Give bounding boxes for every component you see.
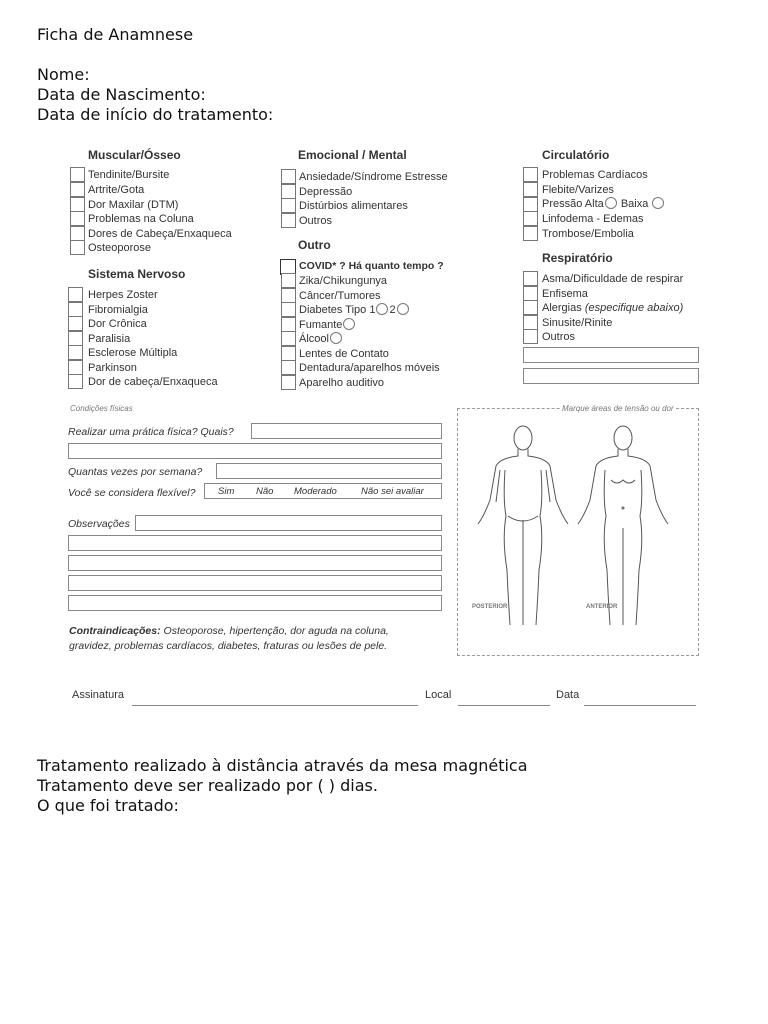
checkbox[interactable] (523, 197, 538, 212)
nervoso-item: Fibromialgia (88, 304, 148, 316)
checkbox[interactable] (523, 211, 538, 226)
flexivel-option[interactable]: Sim (218, 486, 235, 497)
checkbox[interactable] (281, 317, 296, 332)
tratamento-line: Tratamento realizado à distância através da mesa magnética (37, 756, 528, 775)
checkbox[interactable] (70, 197, 85, 212)
assinatura-label: Assinatura (72, 689, 124, 701)
posterior-label: POSTERIOR (472, 604, 508, 610)
outro-item: Zika/Chikungunya (299, 275, 388, 287)
observacoes-field[interactable] (68, 575, 442, 591)
emocional-item: Ansiedade/Síndrome Estresse (299, 171, 448, 183)
nervoso-item: Herpes Zoster (88, 289, 158, 301)
pressao-row (542, 197, 665, 211)
muscular-item: Osteoporose (88, 242, 151, 254)
data-line[interactable] (584, 705, 696, 706)
checkbox[interactable] (70, 182, 85, 197)
flexivel-option[interactable]: Moderado (294, 486, 337, 497)
checkbox[interactable] (68, 316, 83, 331)
nervoso-item: Parkinson (88, 362, 137, 374)
checkbox[interactable] (523, 315, 538, 330)
flexivel-option[interactable]: Não (256, 486, 274, 497)
checkbox[interactable] (68, 374, 83, 389)
outro-item: Dentadura/aparelhos móveis (299, 362, 440, 374)
respiratorio-item: Alergias (542, 302, 582, 314)
observacoes-field[interactable] (135, 515, 442, 531)
radio-circle[interactable] (397, 303, 409, 315)
muscular-item: Dores de Cabeça/Enxaqueca (88, 228, 232, 240)
dias-line: Tratamento deve ser realizado por ( ) dias. (37, 776, 378, 795)
circulatorio-title: Circulatório (542, 148, 610, 162)
radio-circle[interactable] (330, 332, 342, 344)
inicio-label: Data de início do tratamento: (37, 105, 274, 124)
contraindicacoes-line-2: gravidez, problemas cardíacos, diabetes, fraturas ou lesões de pele. (69, 640, 388, 652)
checkbox[interactable] (68, 331, 83, 346)
muscular-item: Problemas na Coluna (88, 213, 194, 225)
assinatura-line[interactable] (132, 705, 418, 706)
flexivel-option[interactable]: Não sei avaliar (361, 486, 424, 497)
checkbox[interactable] (281, 302, 296, 317)
checkbox[interactable] (281, 169, 296, 184)
respiratorio-field[interactable] (523, 368, 699, 384)
checkbox[interactable] (70, 226, 85, 241)
observacoes-field[interactable] (68, 595, 442, 611)
emocional-item: Depressão (299, 186, 353, 198)
circulatorio-item: Pressão Alta (542, 198, 604, 210)
fumante-row (299, 318, 356, 332)
respiratorio-title: Respiratório (542, 251, 613, 265)
checkbox[interactable] (68, 360, 83, 375)
condicoes-title: Condições físicas (70, 404, 133, 413)
alergias-row (542, 301, 683, 315)
checkbox[interactable] (68, 345, 83, 360)
contraindicacoes-label: Contraindicações: (69, 625, 161, 637)
respiratorio-field[interactable] (523, 347, 699, 363)
diabetes-type-2: 2 (389, 304, 396, 316)
nascimento-label: Data de Nascimento: (37, 85, 206, 104)
radio-circle[interactable] (605, 197, 617, 209)
checkbox[interactable] (523, 300, 538, 315)
body-diagram-title: Marque áreas de tensão ou dor (562, 404, 674, 413)
radio-circle[interactable] (376, 303, 388, 315)
local-line[interactable] (458, 705, 550, 706)
flexivel-label: Você se considera flexível? (68, 487, 196, 499)
radio-circle[interactable] (343, 318, 355, 330)
outro-item: Lentes de Contato (299, 348, 389, 360)
respiratorio-item: Outros (542, 331, 576, 343)
contraindicacoes-line-1 (69, 625, 389, 637)
diabetes-row (299, 303, 410, 317)
checkbox[interactable] (281, 213, 296, 228)
outro-item: Fumante (299, 319, 343, 331)
checkbox[interactable] (70, 211, 85, 226)
outro-item: Álcool (299, 333, 329, 345)
vezes-field[interactable] (216, 463, 442, 479)
checkbox[interactable] (523, 329, 538, 344)
respiratorio-item: Asma/Dificuldade de respirar (542, 273, 684, 285)
checkbox[interactable] (281, 184, 296, 199)
emocional-item: Distúrbios alimentares (299, 200, 408, 212)
circulatorio-item: Flebite/Varizes (542, 184, 614, 196)
local-label: Local (425, 689, 452, 701)
nervoso-item: Esclerose Múltipla (88, 347, 178, 359)
checkbox[interactable] (281, 360, 296, 375)
checkbox[interactable] (281, 288, 296, 303)
covid-label: COVID* ? Há quanto tempo ? (299, 260, 444, 272)
checkbox[interactable] (281, 375, 296, 390)
pratica-field[interactable] (251, 423, 442, 439)
checkbox[interactable] (68, 287, 83, 302)
checkbox[interactable] (68, 302, 83, 317)
pratica-label: Realizar uma prática física? Quais? (68, 426, 234, 438)
emocional-item: Outros (299, 215, 333, 227)
checkbox[interactable] (281, 273, 296, 288)
circulatorio-item: Problemas Cardíacos (542, 169, 648, 181)
circulatorio-item: Linfodema - Edemas (542, 213, 644, 225)
nervoso-item: Dor Crônica (88, 318, 147, 330)
checkbox[interactable] (281, 198, 296, 213)
checkbox[interactable] (523, 182, 538, 197)
checkbox[interactable] (281, 346, 296, 361)
anterior-label: ANTERIOR (586, 604, 618, 610)
tratado-line: O que foi tratado: (37, 796, 179, 815)
nome-label: Nome: (37, 65, 90, 84)
footer-block (37, 756, 528, 816)
baixa-label: Baixa (620, 198, 649, 210)
circulatorio-item: Trombose/Embolia (542, 228, 634, 240)
data-label: Data (556, 689, 580, 701)
nervoso-title: Sistema Nervoso (88, 267, 186, 281)
pratica-field-2[interactable] (68, 443, 442, 459)
observacoes-field[interactable] (68, 555, 442, 571)
body-outline-icon (470, 420, 690, 635)
alergias-note: (especifique abaixo) (584, 302, 684, 314)
nervoso-item: Dor de cabeça/Enxaqueca (88, 376, 218, 388)
muscular-item: Tendinite/Bursite (88, 169, 170, 181)
emocional-title: Emocional / Mental (298, 148, 407, 162)
checkbox[interactable] (523, 286, 538, 301)
checkbox[interactable] (523, 167, 538, 182)
outro-item: Aparelho auditivo (299, 377, 385, 389)
checkbox[interactable] (70, 240, 85, 255)
checkbox[interactable] (523, 226, 538, 241)
outro-title: Outro (298, 238, 331, 252)
alcool-row (299, 332, 343, 346)
muscular-item: Artrite/Gota (88, 184, 145, 196)
muscular-title: Muscular/Ósseo (88, 148, 181, 162)
vezes-label: Quantas vezes por semana? (68, 466, 203, 478)
nervoso-item: Paralisia (88, 333, 131, 345)
respiratorio-item: Sinusite/Rinite (542, 317, 613, 329)
document-title: Ficha de Anamnese (37, 25, 194, 44)
contraindicacoes-text: Osteoporose, hipertenção, dor aguda na coluna, (160, 625, 389, 637)
outro-item: Câncer/Tumores (299, 290, 381, 302)
checkbox[interactable] (281, 331, 296, 346)
radio-circle[interactable] (652, 197, 664, 209)
respiratorio-item: Enfisema (542, 288, 588, 300)
checkbox[interactable] (523, 271, 538, 286)
observacoes-field[interactable] (68, 535, 442, 551)
outro-item: Diabetes Tipo 1 (299, 304, 376, 316)
checkbox[interactable] (70, 167, 85, 182)
muscular-item: Dor Maxilar (DTM) (88, 199, 179, 211)
observacoes-label: Observações (68, 518, 130, 530)
